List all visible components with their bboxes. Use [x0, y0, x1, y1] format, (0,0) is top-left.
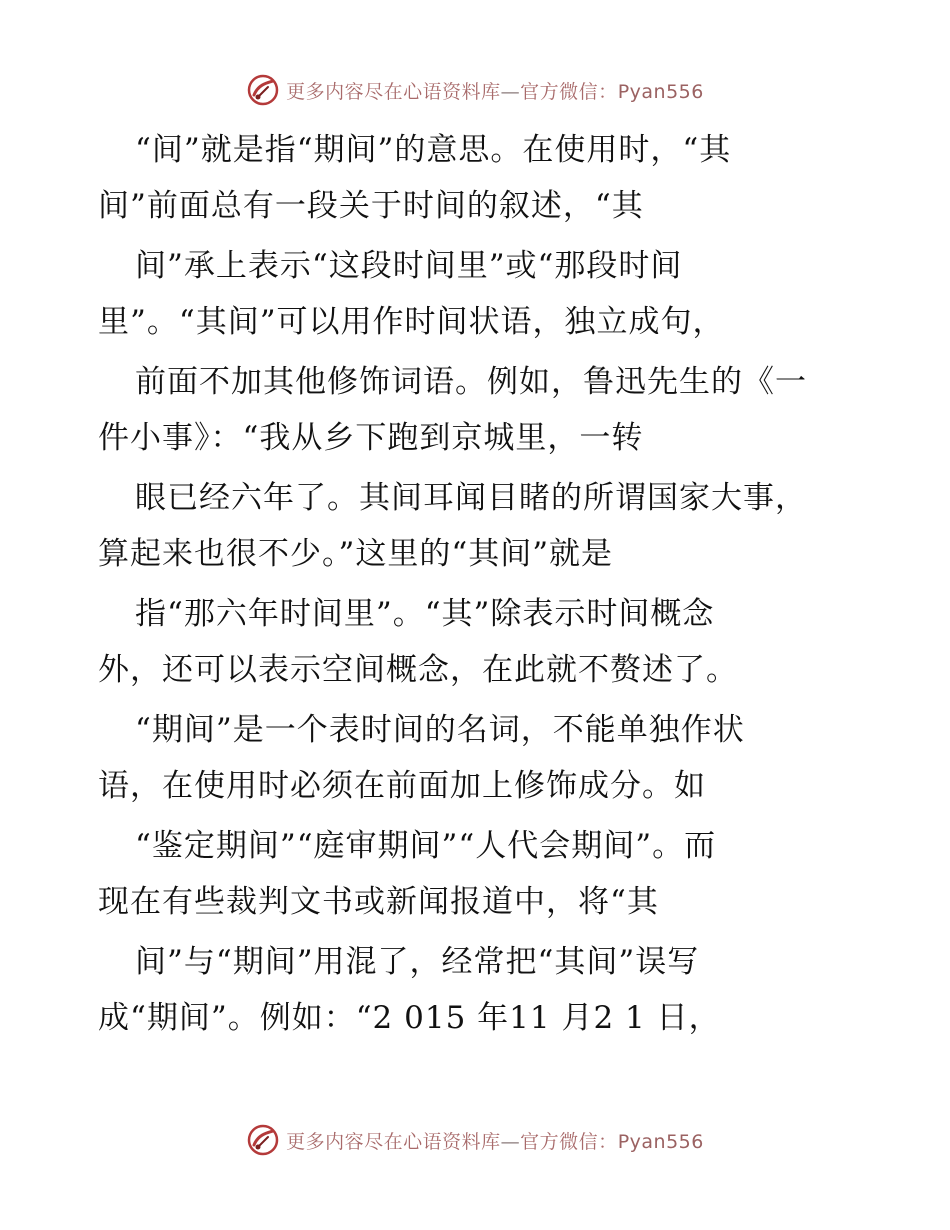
text-line: 现在有些裁判文书或新闻报道中，将“其 — [98, 884, 659, 920]
text-line: 外，还可以表示空间概念，在此就不赘述了。 — [98, 652, 738, 688]
header-banner-text — [286, 77, 704, 104]
banner-account: Pyan556 — [617, 80, 704, 103]
text-line: “期间”是一个表时间的名词，不能单独作状 — [135, 712, 745, 748]
text-line: 语，在使用时必须在前面加上修饰成分。如 — [98, 768, 706, 804]
text-line: 件小事》：“我从乡下跑到京城里，一转 — [98, 420, 644, 456]
text-line: 指“那六年时间里”。“其”除表示时间概念 — [135, 596, 715, 632]
text-line: 间”与“期间”用混了，经常把“其间”误写 — [135, 944, 700, 980]
text-line: 算起来也很不少。”这里的“其间”就是 — [98, 536, 614, 572]
banner-wechat-label: 官方微信： — [520, 80, 618, 103]
banner-wechat-label: 官方微信： — [520, 1130, 618, 1153]
text-line: 前面不加其他修饰词语。例如，鲁迅先生的《一 — [135, 364, 807, 400]
header-banner — [0, 70, 950, 110]
text-line: 间”承上表示“这段时间里”或“那段时间 — [135, 248, 683, 284]
footer-banner — [0, 1120, 950, 1160]
text-line: 里”。“其间”可以用作时间状语，独立成句， — [98, 304, 725, 340]
text-line: “间”就是指“期间”的意思。在使用时，“其 — [135, 132, 732, 168]
pen-seal-logo-icon — [246, 1123, 280, 1157]
text-line: 眼已经六年了。其间耳闻目睹的所谓国家大事， — [135, 480, 807, 516]
banner-separator: — — [500, 1130, 521, 1153]
banner-main-text: 更多内容尽在心语资料库 — [286, 1130, 501, 1153]
footer-banner-text — [286, 1127, 704, 1154]
pen-seal-logo-icon — [246, 73, 280, 107]
text-line: 成“期间”。例如：“2 015 年11 月2 1 日， — [98, 1000, 721, 1036]
banner-main-text: 更多内容尽在心语资料库 — [286, 80, 501, 103]
banner-separator: — — [500, 80, 521, 103]
banner-account: Pyan556 — [617, 1130, 704, 1153]
text-line: “鉴定期间”“庭审期间”“人代会期间”。而 — [135, 828, 717, 864]
text-line: 间”前面总有一段关于时间的叙述，“其 — [98, 188, 644, 224]
